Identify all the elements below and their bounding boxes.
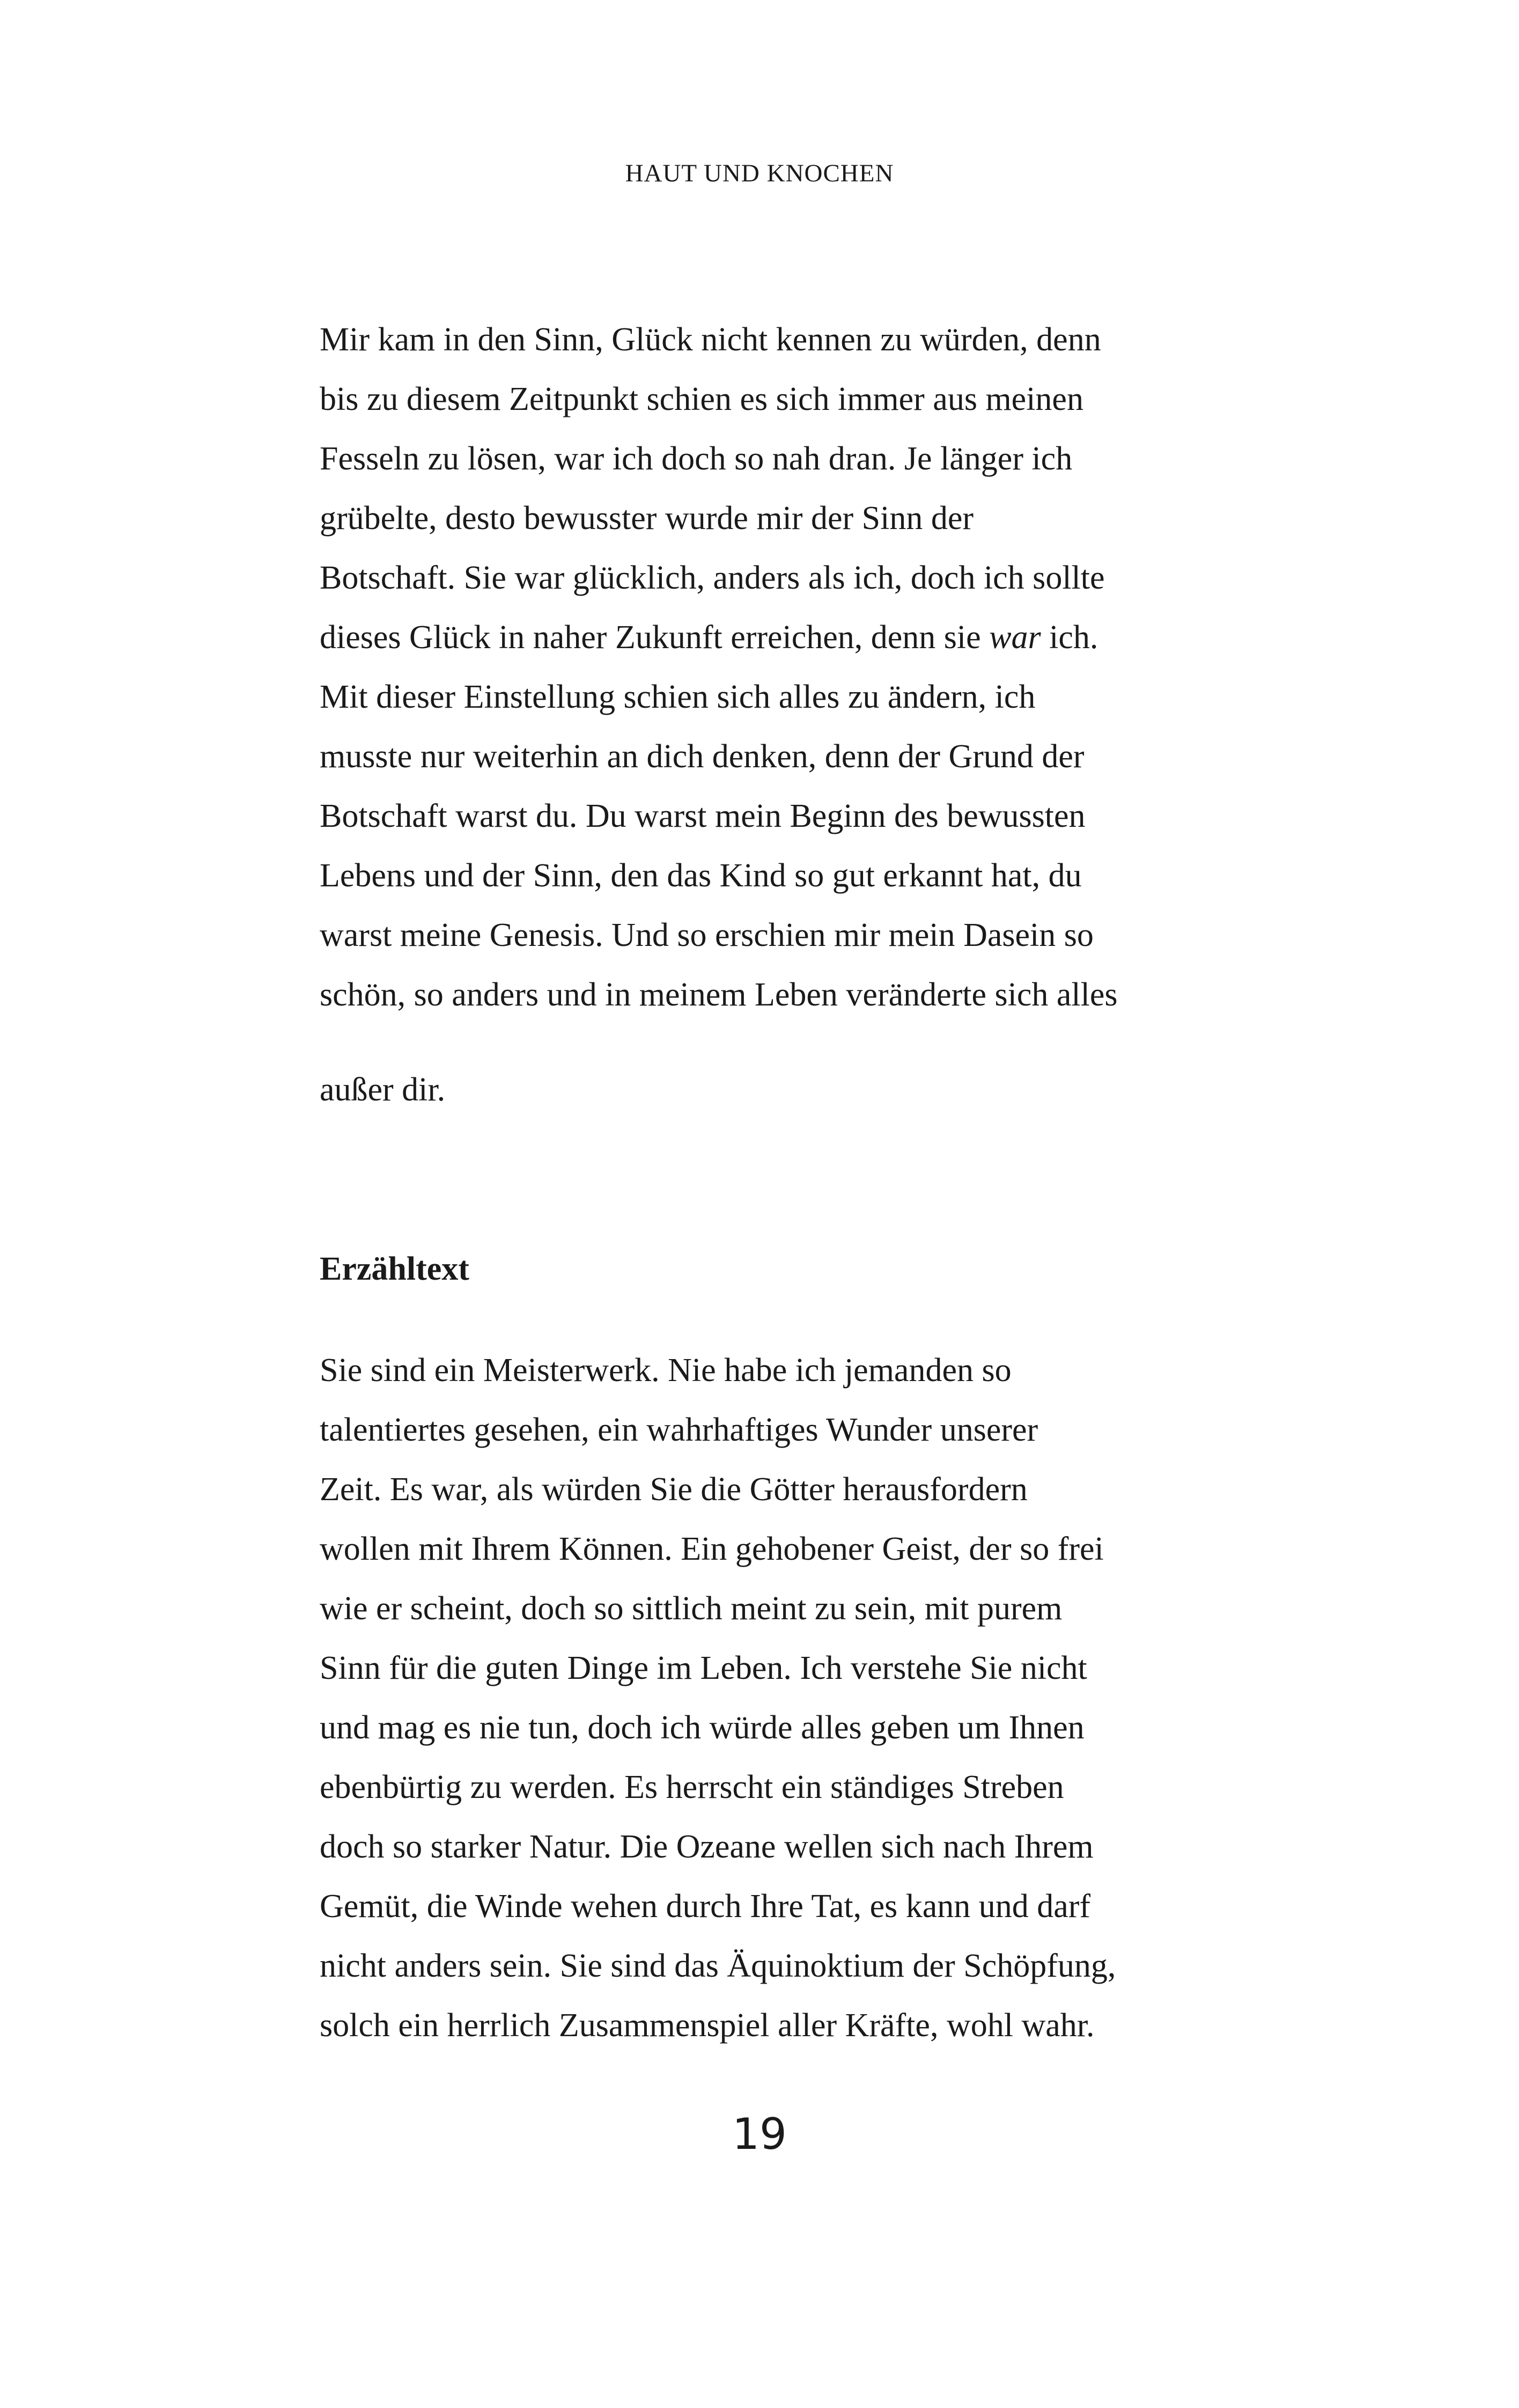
paragraph-line: warst meine Genesis. Und so erschien mir mein Dasein so — [320, 917, 1094, 953]
paragraph-line: grübelte, desto bewusster wurde mir der Sinn der — [320, 500, 974, 537]
paragraph-line: Botschaft warst du. Du warst mein Beginn des bewussten — [320, 798, 1086, 834]
paragraph-line: und mag es nie tun, doch ich würde alles geben um Ihnen — [320, 1709, 1085, 1746]
section-heading: Erzähltext — [320, 1251, 469, 1287]
paragraph-line: musste nur weiterhin an dich denken, denn der Grund der — [320, 738, 1085, 775]
page-number: 19 — [732, 2109, 787, 2159]
paragraph-line: Mit dieser Einstellung schien sich alles zu ändern, ich — [320, 679, 1036, 715]
paragraph-line: doch so starker Natur. Die Ozeane wellen sich nach Ihrem — [320, 1829, 1094, 1865]
paragraph-line: außer dir. — [320, 1071, 446, 1108]
paragraph-line: Mir kam in den Sinn, Glück nicht kennen zu würden, denn — [320, 321, 1101, 358]
paragraph-line: Gemüt, die Winde wehen durch Ihre Tat, es kann und darf — [320, 1888, 1091, 1925]
paragraph-line: Zeit. Es war, als würden Sie die Götter herausfordern — [320, 1471, 1028, 1508]
paragraph-line: solch ein herrlich Zusammenspiel aller Kräfte, wohl wahr. — [320, 2007, 1095, 2044]
paragraph-line: Sie sind ein Meisterwerk. Nie habe ich jemanden so — [320, 1352, 1012, 1389]
emphasis-word: war — [989, 619, 1041, 656]
paragraph-line: bis zu diesem Zeitpunkt schien es sich immer aus meinen — [320, 381, 1083, 417]
paragraph-line: Sinn für die guten Dinge im Leben. Ich verstehe Sie nicht — [320, 1650, 1087, 1686]
paragraph-line: nicht anders sein. Sie sind das Äquinoktium der Schöpfung, — [320, 1948, 1116, 1984]
paragraph-line: schön, so anders und in meinem Leben veränderte sich alles — [320, 977, 1118, 1013]
paragraph-line: wollen mit Ihrem Können. Ein gehobener Geist, der so frei — [320, 1531, 1104, 1567]
paragraph-line: ebenbürtig zu werden. Es herrscht ein ständiges Streben — [320, 1769, 1064, 1805]
paragraph-line: wie er scheint, doch so sittlich meint zu sein, mit purem — [320, 1590, 1063, 1627]
running-header: HAUT UND KNOCHEN — [625, 159, 894, 187]
paragraph-line — [320, 621, 1098, 654]
paragraph-line: Fesseln zu lösen, war ich doch so nah dran. Je länger ich — [320, 441, 1073, 477]
line-text: dieses Glück in naher Zukunft erreichen, denn sie — [320, 619, 990, 656]
paragraph-line: Botschaft. Sie war glücklich, anders als ich, doch ich sollte — [320, 560, 1105, 596]
paragraph-line: Lebens und der Sinn, den das Kind so gut erkannt hat, du — [320, 857, 1082, 894]
paragraph-line: talentiertes gesehen, ein wahrhaftiges Wunder unserer — [320, 1412, 1038, 1448]
line-text: ich. — [1041, 619, 1098, 656]
